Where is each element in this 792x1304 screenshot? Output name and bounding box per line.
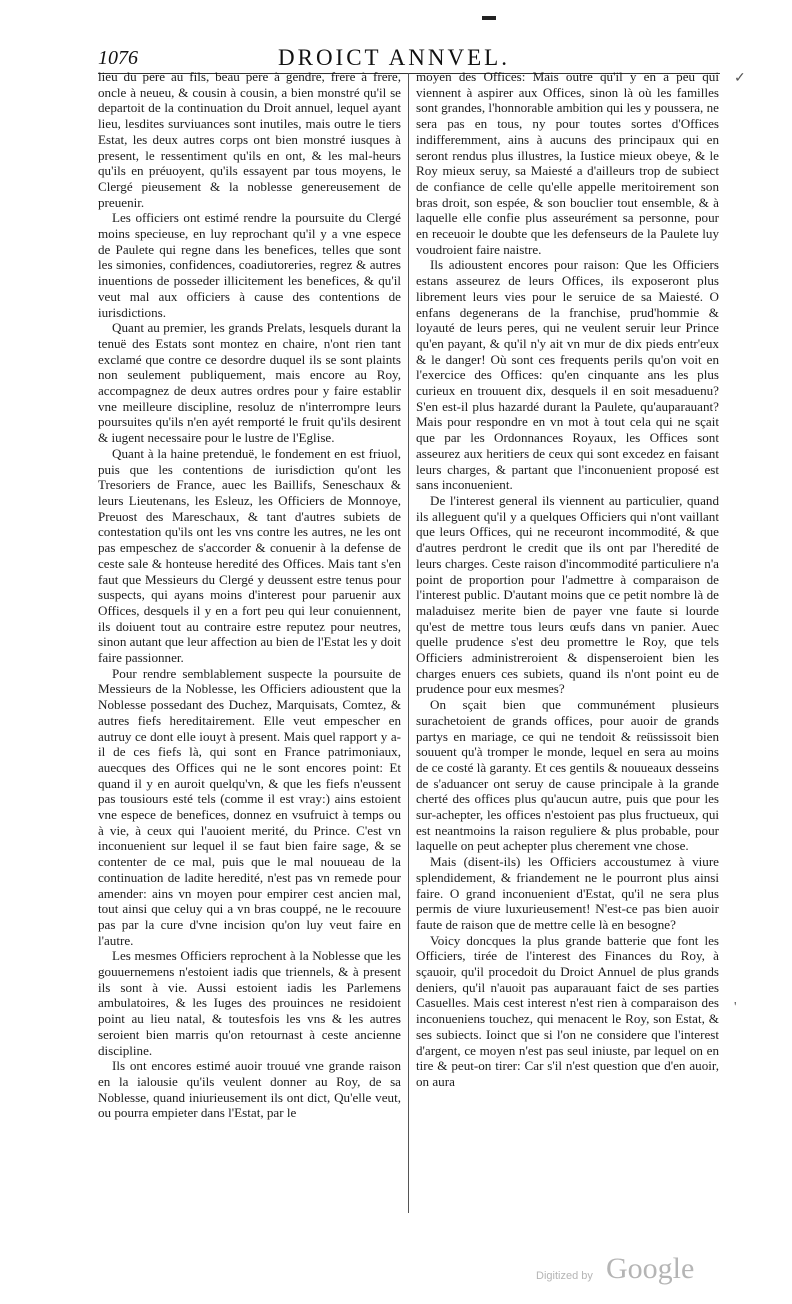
paragraph: lieu du pere au fils, beau pere à gendre, frere à frere, oncle à neueu, & cousin à cousin, a bien monstré qu'il se departoit de la continuation du Droit annuel, lequel ayant lieu, lesdites surviuances sont inutiles, mais outre le tiers Estat, les deux autres corps ont bien monstré iusques à present, le ressentiment qu'ils en ont, & les mal-heurs qu'ils en préuoyent, qu'ils essayent par tous moyens, le Clergé pieusement & la noblesse genereusement de preuenir. [98, 69, 401, 210]
paragraph: Ils ont encores estimé auoir trouué vne grande raison en la ialousie qu'ils veulent donner au Roy, de sa Noblesse, quand iniurieusement ils ont dict, Qu'elle veut, ou pourra empieter dans l'Estat, par le [98, 1058, 401, 1121]
page-number: 1076 [98, 47, 138, 69]
paragraph: Les mesmes Officiers reprochent à la Noblesse que les gouuernemens n'estoient iadis que triennels, & à present ils sont à vie. Aussi estoient iadis les Parlemens ambulatoires, & les Iuges des prouinces ne residoient point au lieu natal, & toutesfois les vns & les autres seroient bien marris qu'on retournast à ceste ancienne discipline. [98, 948, 401, 1058]
running-title: DROICT ANNVEL. [278, 45, 510, 70]
left-column [98, 69, 401, 1121]
paragraph: Pour rendre semblablement suspecte la poursuite de Messieurs de la Noblesse, les Officiers adioustent que la Noblesse possedant des Duchez, Marquisats, Comtez, & autres fiefs hereditairement. Elle veut empescher en autruy ce dont elle iouyt à present. Mais quel rapport y a-il de ces fiefs là, qui sont en France patrimoniaux, auecques des Offices qui ne le sont encores point: Et quand il y en auroit quelqu'vn, & que les fiefs n'eussent pas tousiours esté tels (comme il est vray:) ains estoient vne espece de benefices, donnez en vsufruict à temps ou à vie, à ceux qui l'auoient merité, du Prince. C'est vn inconuenient sur lequel il se faut bien faire sage, & se contenter de ce mal, puis que le mal nouueau de la continuation de ladite heredité, n'est pas vn remede pour amender: ains vn moyen pour empirer cest ancien mal, tout ainsi que celuy qui a vn bras couppé, ne le recouure pas par la cure d'vne incision qu'on luy veut faire en l'autre. [98, 665, 401, 948]
watermark-brand: Google [606, 1252, 695, 1285]
paragraph: Mais (disent-ils) les Officiers accoustumez à viure splendidement, & friandement ne le pourront plus ainsi faire. O grand inconuenient d'Estat, qu'il ne sera plus permis de viure luxurieusement! N'est-ce pas bien auoir faute de raison que de mettre celle là en besogne? [416, 854, 719, 932]
paragraph: Ils adioustent encores pour raison: Que les Officiers estans asseurez de leurs Offices, ils exposeront plus librement leurs vies pour le seruice de sa Maiesté. O enfans degenerans de la franchise, prud'hommie & loyauté de leurs peres, qui ne veulent seruir leur Prince qu'en payant, & qu'il n'y ait vn mur de dix pieds entr'eux & le danger! Où sont ces frequents perils qu'on voit en l'exercice des Offices: qu'en cinquante ans les plus curieux en trouuent dix, desquels il en soit mesaduenu? S'en est-il plus hazardé durant la Paulete, qu'auparauant? Mais pour respondre en vn mot à tout cela qui ne sçait que par les Ordonnances Royaux, les Offices sont asseurez aux heritiers de ceux qui sont excedez en faisant leurs charges, & partant que l'inconuenient proposé est sans inconuenient. [416, 257, 719, 493]
margin-mark: ' [734, 1000, 737, 1015]
paragraph: moyen des Offices: Mais outre qu'il y en a peu qui viennent à aspirer aux Offices, sinon là où les familles sont grandes, l'honnorable ambition qui les y poussera, ne sera pas en tous, ny pour toutes sortes d'Offices indifferemment, ains à aucuns des principaux qui en seront rendus plus illustres, la Iustice mieux obeye, & le Roy mieux seruy, sa Maiesté a d'ailleurs trop de subiect de confiance de celle qu'elle appelle meritoirement son bras droit, son espée, & son bouclier tout ensemble, & à laquelle elle confie plus asseurément sa personne, pour en receuoir le doubte que les defenseurs de la Paulete luy voudroient faire naistre. [416, 69, 719, 257]
google-watermark [536, 1250, 706, 1290]
paragraph: On sçait bien que communément plusieurs surachetoient de grands offices, pour auoir de grands partys en mariage, ce qui ne tendoit & reüssissoit bien souuent qu'à tromper le monde, lequel en sera au moins de ce costé là garanty. Et ces gentils & nouueaux desseins de s'aduancer ont seruy de cause principale à la grande cherté des offices plus qu'aucun autre, puis que pour les sur-achepter, les offices n'estoient pas plus fructueux, qui est neantmoins la raison reguliere & plus probable, pour laquelle on peut achepter plus cherement vne chose. [416, 697, 719, 854]
paragraph: Quant au premier, les grands Prelats, lesquels durant la tenuë des Estats sont montez en chaire, n'ont rien tant exclamé que contre ce desordre duquel ils se sont plaints non seulement publiquement, mais encore au Roy, accompagnez de deux autres ordres pour y faire establir vne meilleure discipline, resoluz de n'interrompre leurs poursuites qu'ils n'en ayét remporté le fruit qu'ils desirent & iugent necessaire pour le lustre de l'Eglise. [98, 320, 401, 446]
paragraph: Les officiers ont estimé rendre la poursuite du Clergé moins specieuse, en luy reprochant qu'il y a vne espece de Paulete qui regne dans les benefices, telles que sont les simonies, confidences, coadiutoreries, regrez & autres inuentions de posseder illicitement les benefices, & qu'il veut mal aux officiers à cause des contentions de iurisdictions. [98, 210, 401, 320]
paragraph: De l'interest general ils viennent au particulier, quand ils alleguent qu'il y a quelques Officiers qui n'ont vaillant que leurs Offices, qui ne receuront incommodité, & que d'autres perdront le credit que ils ont par l'heredité de leurs charges. Ceste raison d'incommodité particuliere n'a point de proportion pour l'admettre à comparaison de l'interest public. D'autant moins que ce petit nombre là de maladuisez merite bien de payer vne faute si lourde qu'est de mettre tous leurs œufs dans vn panier. Auec quelle prudence s'est deu promettre le Roy, que tels Officiers administreroient & dispenseroient bien les charges enuers ces subiets, quand ils n'ont point eu de prudence pour eux mesmes? [416, 492, 719, 697]
column-divider [408, 73, 409, 1213]
page-top-mark [482, 16, 496, 20]
margin-mark: ✓ [734, 71, 746, 86]
watermark-prefix: Digitized by [536, 1270, 593, 1282]
right-column [416, 69, 719, 1090]
paragraph: Quant à la haine pretenduë, le fondement en est friuol, puis que les contentions de iurisdiction qu'ont les Tresoriers de France, auec les Baillifs, Seneschaux & leurs Lieutenans, les Esleuz, les Officiers de Monnoye, Preuost des Mareschaux, & tant d'autres subiets de contestation qu'ils ont les vns contre les autres, ne les ont pas empeschez de s'accorder & conuenir à la defense de ceste sale & honteuse heredité des Offices. Mais tant s'en faut que Messieurs du Clergé y deussent estre tenus pour suspects, qui ayans moins d'interest pour paruenir aux Offices, desquels il y en a fort peu qui leur conuiennent, ils doiuent tout au contraire estre reputez pour neutres, sinon autant que leur affection au bien de l'Estat les y doit faire passionner. [98, 445, 401, 666]
paragraph: Voicy doncques la plus grande batterie que font les Officiers, tirée de l'interest des Finances du Roy, à sçauoir, qu'il procedoit du Droict Annuel de plus grands deniers, qu'il n'auoit pas auparauant faict de ses parties Casuelles. Mais cest interest n'est rien à comparaison des inconueniens touchez, qui menacent le Roy, son Estat, & ses subiects. Ioinct que si l'on ne considere que l'interest d'argent, ce moyen n'est pas seul iniuste, par lequel on en tire & peut-on tirer: Car s'il n'est question que d'en auoir, on aura [416, 932, 719, 1089]
